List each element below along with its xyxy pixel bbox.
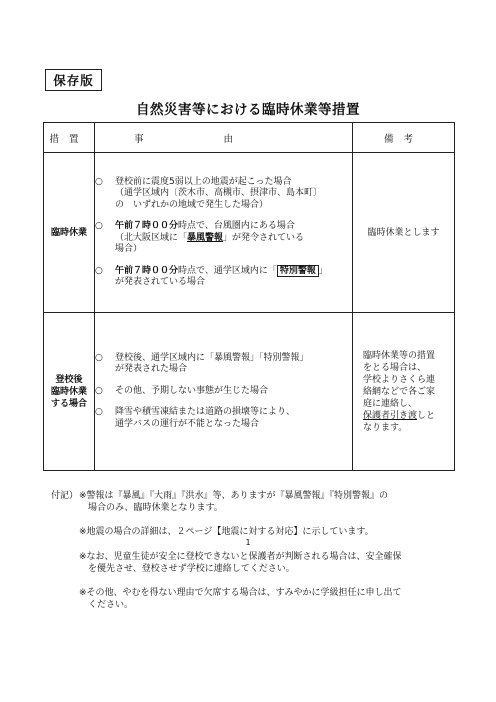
footnote-parent-judgement: ※なお、児童生徒が安全に登校できないと保護者が判断される場合は、安全確保 を優先させ、登校させず学校に連絡してください。 [79, 552, 402, 574]
table-row-closure [44, 153, 455, 313]
header-measure: 措置 [44, 123, 95, 153]
bullet-circle-icon: ○ [95, 407, 103, 418]
list-item: ○ その他、予期しない事態が生じた場合 [95, 385, 269, 396]
bullet-circle-icon: ○ [95, 385, 103, 396]
header-notes: 備考 [353, 123, 455, 153]
list-item: ○ 午前７時００分時点で、通学区域内に「 特別警報 」 が発表されている場合 [95, 265, 328, 287]
reason-closure [95, 153, 353, 313]
measure-after-arrival: 登校後 臨時休業 する場合 [44, 313, 95, 471]
table-header-row [44, 123, 455, 153]
list-item: ○ 午前７時００分時点で、台風圏内にある場合 （北大阪区域に「暴風警報」が発令されている 場合） [95, 221, 305, 254]
list-item: ○ 登校後、通学区域内に「暴風警報」「特別警報」 が発表された場合 [95, 352, 309, 375]
footnote-warnings: ※警報は『暴風』『大雨』『洪水』等、ありますが『暴風警報』『特別警報』の 場合のみ、臨時休業となります。 [79, 491, 389, 513]
bullet-circle-icon: ○ [95, 265, 103, 276]
footnote-prefix: 付記） [51, 491, 79, 501]
footnote-earthquake: ※地震の場合の詳細は、２ページ【地震に対する対応】に示しています。 [79, 527, 374, 537]
bullet-circle-icon: ○ [95, 176, 103, 187]
page-number: 1 [245, 538, 251, 547]
header-reason: 事由 [95, 123, 353, 153]
footnote-absence: ※その他、やむを得ない理由で欠席する場合は、すみやかに学級担任に申し出て ください。 [79, 588, 402, 610]
page-title: 自然災害等における臨時休業等措置 [136, 102, 360, 118]
reason-after-arrival [95, 313, 353, 471]
list-item: ○ 登校前に震度5弱以上の地震が起こった場合 （通学区域内〔茨木市、高槻市、摂津市、島本町〕 の いずれかの地域で発生した場合） [95, 176, 323, 210]
notes-closure: 臨時休業とします [353, 153, 455, 313]
list-item: ○ 降雪や積雪凍結または道路の損壊等により、 通学バスの運行が不能となった場合 [95, 407, 296, 429]
bullet-circle-icon: ○ [95, 352, 103, 363]
table-row-after-arrival [44, 313, 455, 471]
measure-closure: 臨時休業 [44, 153, 95, 313]
measures-table [43, 122, 455, 471]
bullet-circle-icon: ○ [95, 221, 103, 231]
archive-stamp: 保存版 [45, 69, 102, 91]
notes-after-arrival: 臨時休業等の措置 をとる場合は、 学校よりさくら連 絡網などで各ご家 庭に連絡し、 保護者引き渡しと なります。 [353, 313, 455, 471]
